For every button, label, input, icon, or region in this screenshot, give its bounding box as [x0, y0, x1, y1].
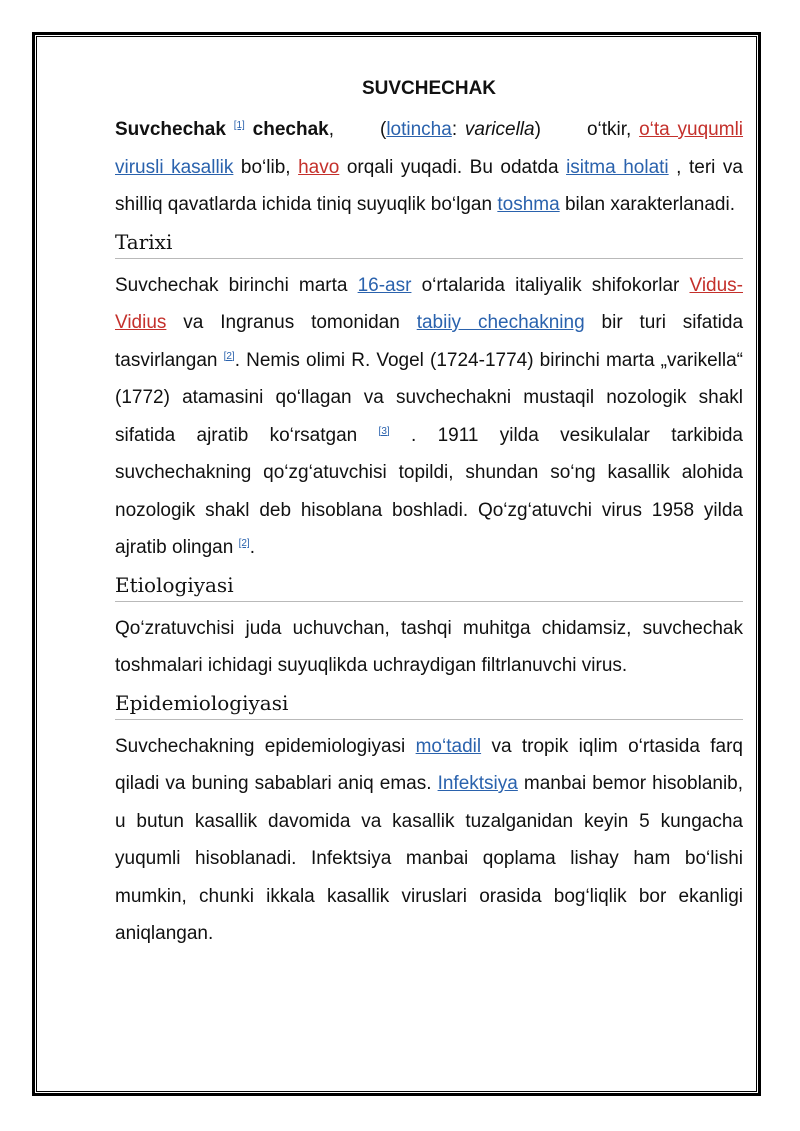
page-title: SUVCHECHAK [361, 78, 497, 99]
link-lotincha[interactable]: lotincha [386, 119, 452, 140]
history-text-2: o‘rtalarida italiyalik shifokorlar [421, 274, 680, 296]
comma: , [328, 119, 334, 140]
ref-3-link[interactable]: [3] [378, 425, 390, 437]
link-infection[interactable]: Infektsiya [437, 773, 518, 794]
heading-history: Tarixi [115, 228, 743, 259]
history-text-6: . 1911 yilda vesikulalar tarkibida suvchechakning qo‘zg‘atuvchisi topildi, shundan so‘ng kasallik alohida nozologik shakl deb hisoblana boshladi. Qo‘zg‘atuvchi virus 1958 yilda ajratib olingan [115, 424, 744, 558]
intro-text-2: bo‘lib, [240, 156, 291, 178]
ref-2-repeat-link[interactable]: [2] [238, 538, 250, 549]
ref-3[interactable] [379, 426, 390, 437]
ref-2[interactable] [224, 351, 235, 362]
ref-2-link[interactable]: [2] [223, 350, 235, 362]
intro-paragraph [115, 111, 743, 224]
epi-text-2: va tropik iqlim o‘rtasida farq qiladi va buning sabablari aniq emas. [115, 735, 743, 794]
paren-open: ( [379, 119, 387, 140]
epidemiology-paragraph [115, 728, 743, 953]
history-text-3: va Ingranus tomonidan [183, 312, 400, 333]
link-rash[interactable]: toshma [497, 194, 560, 215]
intro-text-1: o‘tkir, [586, 119, 632, 140]
epi-text-3: manbai bemor hisoblanib, u butun kasallik davomida va kasallik tuzalganidan keyin 5 kungacha yuqumli hisoblanadi. Infektsiya manbai qoplama lishay ham bo‘lishi mumkin, chunki ikkala kasallik viruslari orasida bog‘liqlik bor ekanligi aniqlangan. [115, 773, 744, 944]
ref-1[interactable] [234, 120, 245, 131]
history-text-5: . Nemis olimi R. Vogel (1724-1774) birinchi marta „varikella“ (1772) atamasini qo‘llagan va suvchechakni mustaqil nozologik shakl sifatida ajratib ko‘rsatgan [115, 349, 743, 446]
ref-1-link[interactable]: [1] [233, 120, 245, 131]
heading-epidemiology: Epidemiologiyasi [115, 689, 743, 720]
latin-name: varicella [464, 119, 535, 140]
document-body [115, 76, 743, 953]
etiology-paragraph: Qo‘zratuvchisi juda uchuvchan, tashqi muhitga chidamsiz, suvchechak toshmalari ichidagi suyuqlikda uchraydigan filtrlanuvchi virus. [115, 617, 743, 676]
history-text-1: Suvchechak birinchi marta [115, 274, 348, 296]
link-air[interactable]: havo [298, 156, 340, 178]
history-paragraph [115, 267, 743, 567]
history-text-4: bir turi sifatida tasvirlangan [115, 312, 744, 371]
intro-text-5: bilan xarakterlanadi. [564, 194, 735, 215]
epi-text-1: Suvchechakning epidemiologiyasi [115, 735, 406, 757]
intro-term: Suvchechak [115, 119, 226, 140]
link-vidus-vidius[interactable]: Vidus-Vidius [115, 274, 743, 333]
intro-text-3: orqali yuqadi. Bu odatda [346, 156, 559, 178]
link-moderate-climate[interactable]: mo‘tadil [415, 735, 482, 757]
ref-2-repeat[interactable] [239, 538, 250, 549]
link-viral-disease[interactable]: virusli kasallik [115, 156, 234, 178]
link-fever[interactable]: isitma holati [566, 156, 669, 178]
intro-text-4: , teri va shilliq qavatlarda ichida tiniq suyuqlik bo‘lgan [115, 156, 743, 215]
paren-close: ) [534, 119, 541, 140]
history-text-7: . [249, 537, 255, 558]
link-contagious[interactable]: o‘ta yuqumli [639, 119, 744, 140]
colon: : [451, 119, 458, 140]
heading-etiology: Etiologiyasi [115, 571, 743, 602]
link-16-century[interactable]: 16-asr [357, 274, 412, 296]
intro-alt-term: chechak [252, 119, 329, 140]
link-natural-smallpox[interactable]: tabiiy chechakning [416, 312, 585, 333]
